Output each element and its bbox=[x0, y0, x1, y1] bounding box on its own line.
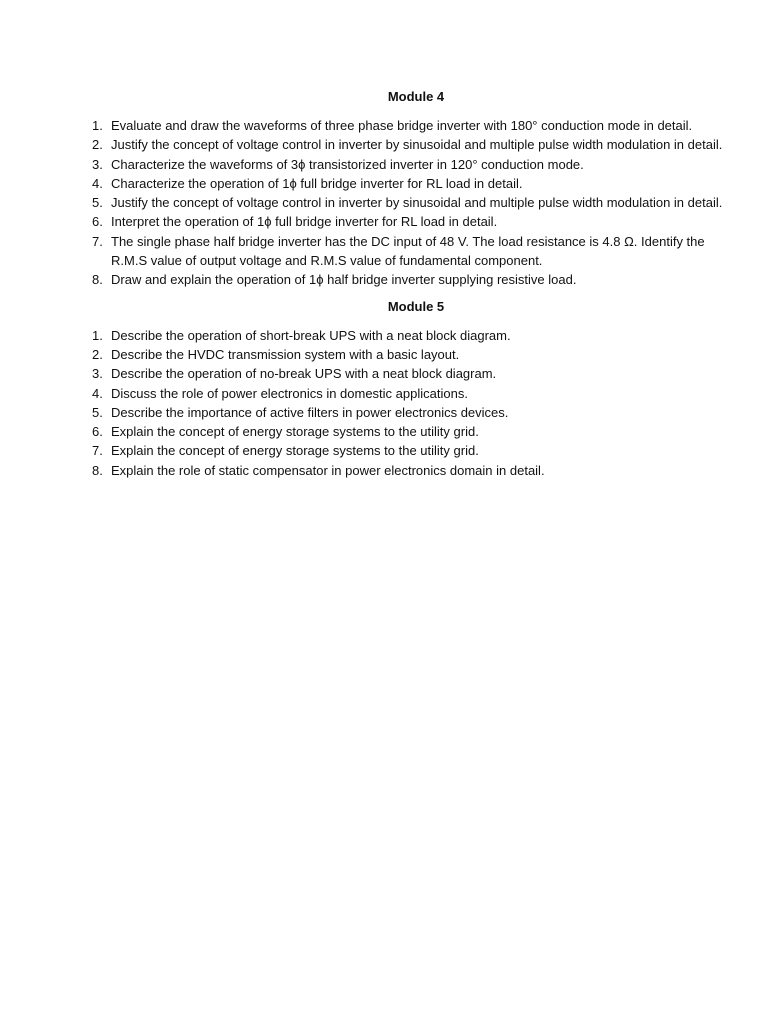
question-text: The single phase half bridge inverter has the DC input of 48 V. The load resistance is 4.8 Ω. Identify the R.M.S value of output voltage and R.M.S value of fundamental component. bbox=[111, 233, 705, 269]
question-text: Describe the operation of short-break UPS with a neat block diagram. bbox=[111, 327, 511, 343]
module-5-title: Module 5 bbox=[387, 298, 445, 314]
question-number: 8. bbox=[92, 272, 103, 288]
question-number: 6. bbox=[92, 424, 103, 440]
question-number: 5. bbox=[92, 195, 103, 211]
question-number: 6. bbox=[92, 214, 103, 230]
list-item bbox=[92, 422, 740, 441]
list-item bbox=[92, 212, 740, 231]
list-item bbox=[92, 364, 740, 383]
question-text: Characterize the operation of 1ϕ full bridge inverter for RL load in detail. bbox=[111, 175, 523, 191]
module-4-section bbox=[92, 88, 740, 290]
question-text: Explain the role of static compensator in power electronics domain in detail. bbox=[111, 462, 545, 478]
list-item bbox=[92, 174, 740, 193]
list-item bbox=[92, 384, 740, 403]
list-item bbox=[92, 193, 740, 212]
question-text: Draw and explain the operation of 1ϕ half bridge inverter supplying resistive load. bbox=[111, 272, 577, 288]
list-item bbox=[92, 232, 740, 271]
question-text: Characterize the waveforms of 3ϕ transistorized inverter in 120° conduction mode. bbox=[111, 156, 584, 172]
question-number: 4. bbox=[92, 175, 103, 191]
list-item bbox=[92, 135, 740, 154]
question-text: Describe the importance of active filters in power electronics devices. bbox=[111, 404, 509, 420]
question-number: 4. bbox=[92, 385, 103, 401]
list-item bbox=[92, 461, 740, 480]
list-item bbox=[92, 155, 740, 174]
question-number: 3. bbox=[92, 366, 103, 382]
question-number: 7. bbox=[92, 233, 103, 249]
module-5-question-list bbox=[92, 326, 740, 480]
list-item bbox=[92, 403, 740, 422]
question-number: 1. bbox=[92, 118, 103, 133]
question-text: Justify the concept of voltage control in inverter by sinusoidal and multiple pulse width modulation in detail. bbox=[111, 137, 723, 153]
module-5-section bbox=[92, 298, 740, 480]
list-item bbox=[92, 270, 740, 289]
module-4-question-list bbox=[92, 116, 740, 290]
module-4-title: Module 4 bbox=[387, 89, 445, 104]
question-text: Discuss the role of power electronics in domestic applications. bbox=[111, 385, 468, 401]
question-text: Explain the concept of energy storage systems to the utility grid. bbox=[111, 424, 479, 440]
question-text: Justify the concept of voltage control in inverter by sinusoidal and multiple pulse width modulation in detail. bbox=[111, 195, 723, 211]
list-item bbox=[92, 116, 740, 135]
question-number: 3. bbox=[92, 156, 103, 172]
list-item bbox=[92, 345, 740, 364]
question-number: 1. bbox=[92, 327, 103, 343]
list-item bbox=[92, 441, 740, 460]
question-number: 7. bbox=[92, 443, 103, 459]
list-item bbox=[92, 326, 740, 345]
question-text: Evaluate and draw the waveforms of three phase bridge inverter with 180° conduction mode in detail. bbox=[111, 118, 693, 133]
question-text: Interpret the operation of 1ϕ full bridge inverter for RL load in detail. bbox=[111, 214, 498, 230]
question-text: Explain the concept of energy storage systems to the utility grid. bbox=[111, 443, 479, 459]
question-number: 8. bbox=[92, 462, 103, 478]
question-number: 2. bbox=[92, 346, 103, 362]
question-number: 2. bbox=[92, 137, 103, 153]
question-number: 5. bbox=[92, 404, 103, 420]
question-text: Describe the HVDC transmission system with a basic layout. bbox=[111, 346, 460, 362]
question-text: Describe the operation of no-break UPS with a neat block diagram. bbox=[111, 366, 497, 382]
